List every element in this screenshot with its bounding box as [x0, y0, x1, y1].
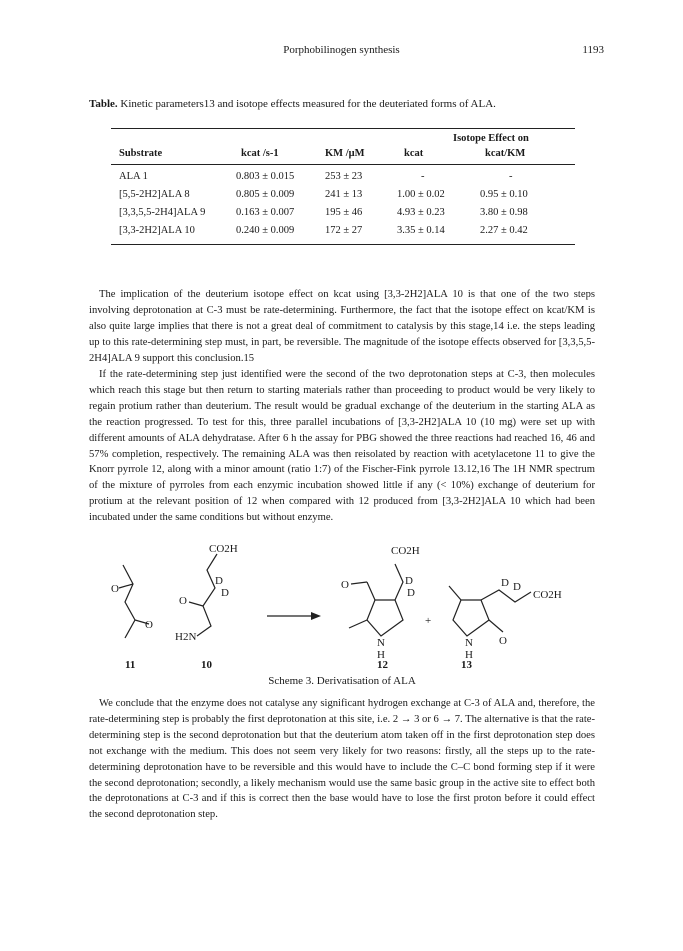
table-caption-text: Kinetic parameters13 and isotope effects measured for the deuteriated forms of ALA. [117, 98, 496, 110]
kcat-cell: 0.240 ± 0.009 [236, 225, 295, 236]
ala-carbonyl [189, 602, 203, 606]
label-d: D [215, 575, 223, 587]
label-d: D [221, 587, 229, 599]
km-cell: 195 ± 46 [325, 207, 363, 218]
substrate-cell: [3,3,5,5-2H4]ALA 9 [119, 207, 206, 218]
scheme-3-derivatisation [89, 540, 595, 690]
knorr-acetyl-carbonyl [351, 582, 367, 584]
column-header-km: KM /μM [325, 148, 365, 159]
label-co2h: CO2H [533, 589, 562, 601]
kcat-cell: 0.805 ± 0.009 [236, 189, 295, 200]
compound-label-10: 10 [201, 659, 212, 671]
knorr-pyrrole-ring [367, 600, 403, 636]
isotope-kcat-cell: - [421, 171, 425, 182]
label-d: D [405, 575, 413, 587]
isotope-effect-group-header: Isotope Effect on [453, 133, 529, 144]
column-header-isotope-kcat: kcat [404, 148, 424, 159]
kcat-cell: 0.163 ± 0.007 [236, 207, 295, 218]
label-d: D [501, 577, 509, 589]
label-d: D [407, 587, 415, 599]
label-co2h: CO2H [391, 545, 420, 557]
fischer-fink-side-chain [481, 590, 531, 602]
ala-skeleton [197, 554, 217, 636]
label-o: O [145, 619, 153, 631]
page-number: 1193 [582, 44, 604, 56]
km-cell: 172 ± 27 [325, 225, 363, 236]
acetylacetone-skeleton [123, 565, 135, 638]
scheme-3-drawing [89, 540, 595, 690]
km-cell: 253 ± 23 [325, 171, 363, 182]
knorr-side-chain [395, 564, 403, 600]
compound-label-12: 12 [377, 659, 388, 671]
label-plus: + [425, 615, 432, 627]
knorr-acetyl [367, 582, 375, 600]
label-o: O [111, 583, 119, 595]
paragraph-conclusion [89, 696, 595, 823]
substrate-cell: [5,5-2H2]ALA 8 [119, 189, 190, 200]
label-h: H [465, 649, 473, 661]
isotope-kcat-cell: 4.93 ± 0.23 [397, 207, 445, 218]
label-o: O [179, 595, 187, 607]
running-title: Porphobilinogen synthesis [283, 44, 400, 56]
table-caption-label: Table. [89, 98, 118, 110]
isotope-kcat-km-cell: 3.80 ± 0.98 [480, 207, 528, 218]
compound-label-11: 11 [125, 659, 136, 671]
substrate-cell: ALA 1 [119, 171, 148, 182]
column-header-kcat: kcat /s-1 [241, 148, 279, 159]
compound-label-13: 13 [461, 659, 472, 671]
kinetic-parameters-table [111, 128, 575, 270]
label-n: N [465, 637, 473, 649]
isotope-kcat-km-cell: - [509, 171, 513, 182]
label-d: D [513, 581, 521, 593]
label-o: O [499, 635, 507, 647]
fischer-fink-methyl [449, 586, 461, 600]
table-top-rule [111, 128, 575, 129]
paragraph-text: If the rate-determining step just identified were the second of the two deprotonation steps at C-3, then molecules which reach this stage but then return to starting materials rather than proceeding to product would be very likely to regain protium rather than deuterium. The result would be gradual exchange of the deuterium in the starting ALA as the reaction progressed. To test for this, three parallel incubations of [3,3-2H2]ALA 10 (10 mg) were set up with different amounts of ALA dehydratase. After 6 h the assay for PBG showed the three reactions had reached 16, 46 and 57% completion, respectively. The remaining ALA was then reisolated by reaction with acetylacetone 11 to give the Knorr pyrrole 12, along with a minor amount (ratio 1:7) of the Fischer-Fink pyrrole 13.12,16 The 1H NMR spectrum of the mixture of pyrroles from each enzymic incubation showed little if any (< 10%) exchange of deuterium for protium at the relevant position of 12 when compared with 12 produced from [3,3-2H2]ALA 10 which had been incubated under the same conditions but without enzyme. [89, 369, 595, 524]
paragraph-isotope-implication [89, 287, 595, 367]
label-n: N [377, 637, 385, 649]
km-cell: 241 ± 13 [325, 189, 363, 200]
table-caption [89, 98, 496, 110]
label-o: O [341, 579, 349, 591]
knorr-methyl [349, 620, 367, 628]
column-header-substrate: Substrate [119, 148, 163, 159]
label-h: H [377, 649, 385, 661]
isotope-kcat-km-cell: 0.95 ± 0.10 [480, 189, 528, 200]
scheme-caption: Scheme 3. Derivatisation of ALA [268, 675, 416, 687]
paragraph-exchange-test [89, 367, 595, 526]
isotope-kcat-cell: 1.00 ± 0.02 [397, 189, 445, 200]
reaction-arrow-head [311, 612, 321, 620]
fischer-fink-pyrrole-ring [453, 600, 489, 636]
label-co2h: CO2H [209, 543, 238, 555]
table-header-rule [111, 164, 575, 165]
kcat-cell: 0.803 ± 0.015 [236, 171, 295, 182]
isotope-kcat-cell: 3.35 ± 0.14 [397, 225, 445, 236]
paragraph-text: We conclude that the enzyme does not catalyse any significant hydrogen exchange at C-3 of ALA and, therefore, the rate-determining step is probably the first deprotonation at this site, i.e. 2 → 3 or 6 → 7. The alternative is that the rate-determining step is the second deprotonation but that the deuterium atom taken off in the first deprotonation step does not exchange with the medium. This does not seem very likely for two reasons: firstly, all the steps up to the rate-determining deprotonation have to be reversible and this would have to include the C–C bond forming step if it were the second deprotonation; secondly, a likely mechanism would use the same basic group in the active site to effect both the deprotonations at C-3 and if this is correct then the base would have to lose the first proton before it could effect the second deprotonation step. [89, 698, 595, 821]
substrate-cell: [3,3-2H2]ALA 10 [119, 225, 195, 236]
paragraph-text: The implication of the deuterium isotope effect on kcat using [3,3-2H2]ALA 10 is that one of the two steps involving deprotonation at C-3 must be rate-determining. Furthermore, the fact that the isotope effect on kcat/KM is also quite large implies that there is not a great deal of commitment to catalysis by this stage,14 i.e. the steps leading up to this rate-determining step must, in part, be reversible. The magnitude of the isotope effects observed for [3,3,5,5-2H4]ALA 9 support this conclusion.15 [89, 289, 595, 364]
table-bottom-rule [111, 244, 575, 245]
isotope-kcat-km-cell: 2.27 ± 0.42 [480, 225, 528, 236]
label-h2n: H2N [175, 631, 197, 643]
column-header-isotope-kcat-km: kcat/KM [485, 148, 526, 159]
fischer-fink-acyl [489, 620, 503, 632]
